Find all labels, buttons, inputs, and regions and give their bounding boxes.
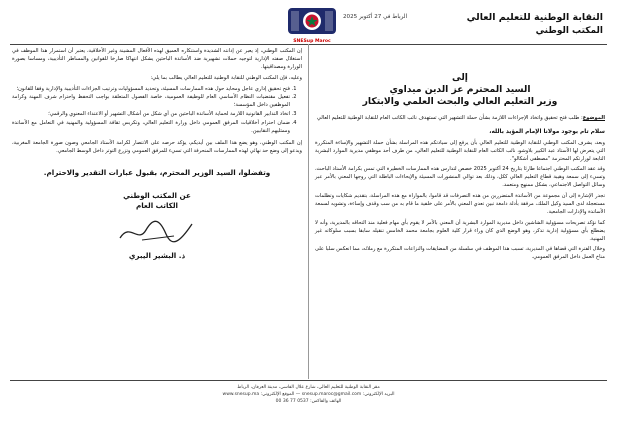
union-logo-icon <box>282 6 342 36</box>
subject-label: الموضوع <box>582 115 605 121</box>
signature-block <box>12 191 302 262</box>
demand-item: 1. فتح تحقيق إداري عاجل ومحايد حول هذه الممارسات المسيئة، وتحديد المسؤوليات وترتيب الجزاءات التأديبية والإدارية وفقا للقانون؛ <box>12 86 290 94</box>
subject-line <box>315 115 605 123</box>
signature-role: الكاتب العام <box>135 201 179 211</box>
demand-item: 2. تفعيل مقتضيات النظام الأساسي العام للوظيفة العمومية، خاصة الفصول المتعلقة بواجب التحفظ واحترام شرف المهنة وكرامة الموظفين داخل المؤسسة؛ <box>12 94 290 110</box>
first-page-column <box>315 48 605 265</box>
org-office: المكتب الوطني <box>535 25 603 36</box>
signatory-name: ذ. البشير اليبري <box>128 251 186 260</box>
demands-list <box>12 86 302 136</box>
letterhead <box>6 6 611 44</box>
body-paragraph: وخلال الفترة التي قضاها في المديرية، تسبب هذا الموظف في سلسلة من المضايقات والنزاعات المتكررة مع زملائه، مما انعكس سلبا على مناخ العمل داخل المرفق العمومي. <box>315 246 605 261</box>
union-logo <box>282 6 342 44</box>
body-paragraph: وقد عقد المكتب الوطني اجتماعا طارئا بتاريخ 24 أكتوبر 2025 خصص لتدارس هذه الممارسات الخطيرة التي تمس بكرامة الأستاذ الباحث، وتسيء إلى سمعة وهيبة قطاع التعليم العالي ككل، وذلك بعد توالي المنشورات المسيئة والإيحاءات الباطلة التي روجها المعني بالأمر عبر وسائل التواصل الاجتماعي، بشكل ممنهج ومتعمد. <box>315 166 605 189</box>
footer-phone: الهاتف والفاكس: 0537 77 36 00 <box>275 399 342 405</box>
handwritten-signature-icon <box>112 216 202 246</box>
footer-address: مقر النقابة الوطنية للتعليم العالي، شارع علال الفاسي، مدينة العرفان، الرباط <box>237 385 380 390</box>
column-divider <box>308 44 309 379</box>
final-paragraph: إن المكتب الوطني، وهو يضع هذا الملف بين أيديكم، يؤكد حرصه على الانتصار لكرامة الأستاذ الجامعي وصون صورة الجامعة المغربية، ويدعو إلى وضع حد نهائي لهذه الممارسات المنحرفة التي تسيء للمرفق العمومي وتزرع التوتر داخل الوسط الجامعي. <box>12 139 302 154</box>
addressee-prefix: إلى <box>452 72 468 83</box>
closing-formula: وتفضلوا، السيد الوزير المحترم، بقبول عبارات التقدير والاحترام. <box>43 167 271 177</box>
demands-intro: وعليه، فإن المكتب الوطني للنقابة الوطنية للتعليم العالي يطالب بما يلي: <box>150 74 302 81</box>
recipient-name: السيد المحترم عز الدين ميداوي <box>389 84 531 95</box>
organization-name <box>467 12 603 37</box>
body-paragraph: تجدر الإشارة إلى أن مجموعة من الأساتذة المتضررين من هذه التصرفات قد قاموا، بالموازاة مع هذه المراسلة، بتقديم شكايات وتظلمات مستعجلة لدى السيد وكيل الملك، مرفقة بأدلة دامغة تبين تعدي المعني بالأمر على خلفية ما قام به من سب وقذف وإساءة، وتشويه لسمعة الأساتذة والإدارات الجامعية. <box>315 193 605 215</box>
demand-item: 4. ضمان احترام أخلاقيات المرفق العمومي داخل وزارة التعليم العالي، وتكريس ثقافة المسؤولية والمهنية في التعامل مع الأساتذة وممثليهم النقابيين. <box>12 120 290 136</box>
greeting: سلام تام بوجود مولانا الإمام المؤيد بالله، <box>489 128 605 135</box>
footer-contact: البريد الإلكتروني: snesup.maroc@gmail.com — الموقع الإلكتروني: www.snesup.ma <box>222 392 395 398</box>
logo-caption: SNESup Maroc <box>293 39 331 44</box>
second-page-column <box>12 48 302 261</box>
demand-item: 3. اتخاذ التدابير القانونية اللازمة لحماية الأساتذة الباحثين من أي شكل من أشكال التشهير أو الاعتداء المعنوي والرقمي؛ <box>12 111 290 119</box>
body-paragraph: وبعد، يشرف المكتب الوطني للنقابة الوطنية للتعليم العالي بأن يرفع إلى سيادتكم هذه المراسلة بشأن حملة التشهير والإساءة المتكررة التي يتعرض لها الأستاذ عبد الكبير بلاوشو، نائب الكاتب العام للنقابة الوطنية للتعليم العالي، من طرف أحد موظفي مديرية الموارد البشرية التابعة لوزارتكم المحترمة "مصطفى أشكالو". <box>315 139 605 162</box>
subject-text: : طلب فتح تحقيق واتخاذ الإجراءات اللازمة بشأن حملة التشهير التي تستهدف نائب الكاتب العام للنقابة الوطنية للتعليم العالي <box>316 115 583 121</box>
body-paragraph: كما نؤكد تصريحات مسؤولية الشاشين داخل مديرية الموارد البشرية أن المعني بالأمر لا يقوم بأي مهام فعلية منذ التحاقه بالمديرية، وأنه لا يضطلع بأي مسؤولية إدارية تذكر، وهو الوضع الذي كان وراء قرار كلية العلوم بجامعة محمد الخامس تنقيله سابقا بسبب سلوكاته غير المهنية. <box>315 219 605 242</box>
continuation-paragraph: إن المكتب الوطني، إذ يعبر عن إدانته الشديدة واستنكاره العميق لهذه الأفعال المشينة وغير الأخلاقية، يعتبر أن استمرار هذا الموظف في استغلال صفته الإدارية لتوجيه حملات تشهيرية ضد الأساتذة الباحثين يشكل انتهاكا صارخا للقوانين والمساطر التأديبية، ومساسا بصورة الوزارة ومصداقيتها. <box>12 48 302 70</box>
signature-on-behalf: عن المكتب الوطني <box>123 190 191 200</box>
footer-rule <box>10 380 607 381</box>
org-title: النقابة الوطنية للتعليم العالي <box>466 12 603 23</box>
recipient-ministry: وزير التعليم العالي والبحث العلمي والابتكار <box>362 96 558 107</box>
letter-footer <box>12 384 605 406</box>
letter-date: الرباط في 27 أكتوبر 2025 <box>342 14 407 20</box>
